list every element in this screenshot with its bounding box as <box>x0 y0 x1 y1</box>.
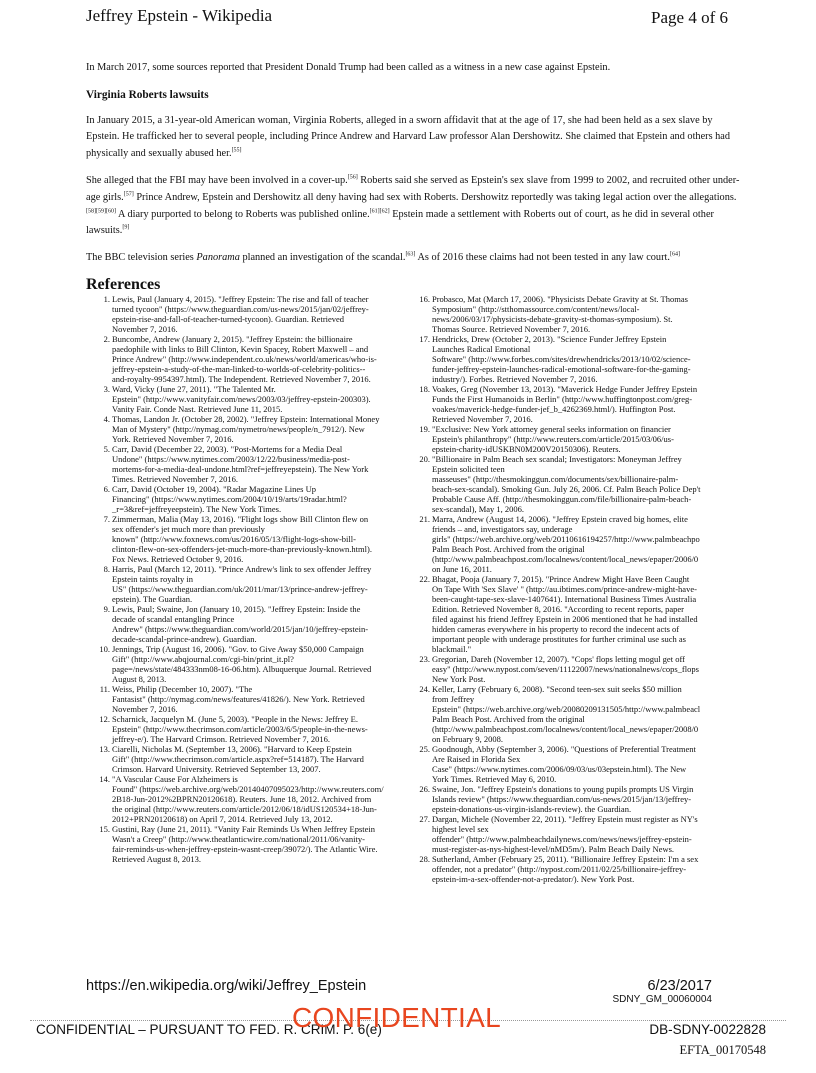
reference-item <box>416 784 731 814</box>
reference-text: Carr, David (October 19, 2004). "Radar Magazine Lines Up Financing" (https://www.nytimes.com/2004/10/19/arts/19radar.html? _r=3&ref=jeffreyeepstein). The New York Times. <box>112 484 347 514</box>
references-column-2 <box>416 294 731 884</box>
reference-item <box>416 854 731 884</box>
intro-paragraph: In March 2017, some sources reported that President Donald Trump had been called as a witness in a new case against Epstein. <box>86 62 611 73</box>
reference-number: 28. <box>419 854 430 864</box>
reference-text: Buncombe, Andrew (January 2, 2015). "Jeffrey Epstein: the billionaire paedophile with links to Bill Clinton, Kevin Spacey, Robert Maxwell – and Prince Andrew" (http://www.independent.co.uk/news/world/americas/who-is- jeffrey-epstein-a-study-of-the-man-linked-to-worlds-of-celebrity-politics-- and-royalty-9954397.html). The Independent. Retrieved November 7, 2016. <box>112 334 377 384</box>
reference-text: Probasco, Mat (March 17, 2006). "Physicists Debate Gravity at St. Thomas Symposium" (http://stthomassource.com/content/news/local- news/2006/03/17/physicists-debate-gravity-st-thomas-symposium). St. Thomas Source. Retrieved November 7, 2016. <box>432 294 688 334</box>
paragraph-2: She alleged that the FBI may have been involved in a cover-up.[56] Roberts said she served as Epstein's sex slave from 1999 to 2002, and recruited other under-age girls.[57] Prince Andrew, Epstein and Dershowitz all deny having had sex with Roberts. Dershowitz reportedly was taking legal action over the allegations.[58][59][60] A diary purported to belong to Roberts was published online.[61][62] Epstein made a settlement with Roberts out of court, as he did in several other lawsuits.[9] <box>86 174 740 237</box>
reference-number: 18. <box>419 384 430 394</box>
confidential-notice: CONFIDENTIAL – PURSUANT TO FED. R. CRIM. P. 6(e) <box>36 1022 382 1037</box>
series-title: Panorama <box>196 252 240 264</box>
efta-number: EFTA_00170548 <box>679 1043 766 1057</box>
reference-item <box>96 514 411 564</box>
reference-item <box>416 574 731 654</box>
reference-number: 2. <box>103 334 110 344</box>
reference-number: 23. <box>419 654 430 664</box>
citation[interactable]: [9] <box>122 224 130 231</box>
reference-number: 3. <box>103 384 110 394</box>
reference-number: 26. <box>419 784 430 794</box>
reference-number: 22. <box>419 574 430 584</box>
section-title: Virginia Roberts lawsuits <box>86 88 209 101</box>
reference-item <box>96 484 411 514</box>
reference-number: 4. <box>103 414 110 424</box>
reference-text: Harris, Paul (March 12, 2011). "Prince Andrew's link to sex offender Jeffrey Epstein taints royalty in US" (https://www.theguardian.com/uk/2011/mar/13/prince-andrew-jeffrey- epstein). The Guardian. <box>112 564 372 604</box>
reference-number: 13. <box>99 744 110 754</box>
reference-text: Ward, Vicky (June 27, 2011). "The Talented Mr. Epstein" (http://www.vanityfair.com/news/2003/03/jeffrey-epstein-200303). Vanity Fair. Conde Nast. Retrieved June 11, 2015. <box>112 384 371 414</box>
reference-item <box>416 684 731 744</box>
reference-item <box>416 814 731 854</box>
reference-number: 8. <box>103 564 110 574</box>
reference-item <box>416 654 731 684</box>
reference-text: Keller, Larry (February 6, 2008). "Second teen-sex suit seeks $50 million from Jeffrey Epstein" (https://web.archive.org/web/20080209131505/http://www.palmbeacl Palm Beach Post. Archived from the original (http://www.palmbeachpost.com/localnews/content/local_news/epaper/2008/0 on February 9, 2008. <box>432 684 701 744</box>
reference-item <box>96 744 411 774</box>
reference-text: Ciarelli, Nicholas M. (September 13, 2006). "Harvard to Keep Epstein Gift" (http://www.thecrimson.com/article.aspx?ref=514187). The Harvard Crimson. Harvard University. Retrieved September 13, 2007. <box>112 744 364 774</box>
reference-number: 9. <box>103 604 110 614</box>
reference-text: Hendricks, Drew (October 2, 2013). "Science Funder Jeffrey Epstein Launches Radical Emotional Software" (http://www.forbes.com/sites/drewhendricks/2013/10/02/science- funder-jeffrey-epstein-launches-radical-emotional-software-for-the-gaming- industry/). Forbes. Retrieved November 7, 2016. <box>432 334 691 384</box>
references-column-1 <box>96 294 411 864</box>
reference-text: Swaine, Jon. "Jeffrey Epstein's donations to young pupils prompts US Virgin Islands review" (https://www.theguardian.com/us-news/2015/jan/13/jeffrey- epstein-donations-us-virgin-islands-review). the Guardian. <box>432 784 694 814</box>
reference-text: Lewis, Paul (January 4, 2015). "Jeffrey Epstein: The rise and fall of teacher turned tycoon" (https://www.theguardian.com/us-news/2015/jan/02/jeffrey- epstein-rise-and-fall-of-teacher-turned-tycoon). Guardian. Retrieved November 7, 2016. <box>112 294 369 334</box>
reference-text: "Exclusive: New York attorney general seeks information on financier Epstein's philanthropy" (http://www.reuters.com/article/2015/03/06/us- epstein-charity-idUSKBN0M200V20150306). Reuters. <box>432 424 674 454</box>
reference-text: Sutherland, Amber (February 25, 2011). "Billionaire Jeffrey Epstein: I'm a sex offender, not a predator" (http://nypost.com/2011/02/25/billionaire-jeffrey- epstein-im-a-sex-offender-not-a-predator/). New York Post. <box>432 854 699 884</box>
reference-number: 19. <box>419 424 430 434</box>
reference-item <box>96 644 411 684</box>
citation[interactable]: [56] <box>347 174 358 181</box>
reference-item <box>96 564 411 604</box>
reference-text: Goodnough, Abby (September 3, 2006). "Questions of Preferential Treatment Are Raised in Florida Sex Case" (https://www.nytimes.com/2006/09/03/us/03epstein.html). The New York Times. Retrieved May 6, 2010. <box>432 744 696 784</box>
reference-text: Zimmerman, Malia (May 13, 2016). "Flight logs show Bill Clinton flew on sex offender's jet much more than previously known" (http://www.foxnews.com/us/2016/05/13/flight-logs-show-bill- clinton-flew-on-sex-offenders-jet-much-more-than-previously-known.html). Fox News. Retrieved October 9, 2016. <box>112 514 372 564</box>
reference-item <box>96 334 411 384</box>
bates-number-small: SDNY_GM_00060004 <box>612 994 712 1005</box>
reference-text: Dargan, Michele (November 22, 2011). "Jeffrey Epstein must register as NY's highest level sex offender" (http://www.palmbeachdailynews.com/news/news/jeffrey-epstein- must-register-as-nys-highest-level/nMD5m/). Palm Beach Daily News. <box>432 814 698 854</box>
reference-text: Jennings, Trip (August 16, 2006). "Gov. to Give Away $50,000 Campaign Gift" (http://www.abqjournal.com/cgi-bin/print_it.pl? page=/news/state/484333nm08-16-06.htm). Albuquerque Journal. Retrieved August 8, 2013. <box>112 644 372 684</box>
reference-number: 1. <box>103 294 110 304</box>
bates-number: DB-SDNY-0022828 <box>649 1022 766 1037</box>
reference-number: 27. <box>419 814 430 824</box>
reference-number: 25. <box>419 744 430 754</box>
reference-text: Bhagat, Pooja (January 7, 2015). "Prince Andrew Might Have Been Caught On Tape With 'Sex Slave' " (http://au.ibtimes.com/prince-andrew-might-have- been-caught-tape-sex-slave-1407641). International Business Times Australia Edition. Retrieved November 8, 2016. "According to recent reports, paper filed against his friend Jeffrey Epstein in 2006 mentioned that he had installed hidden cameras everywhere in his property to record the indecent acts of important people with underage prostitutes for further criminal use such as blackmail." <box>432 574 698 654</box>
citation[interactable]: [57] <box>123 191 134 198</box>
reference-item <box>96 684 411 714</box>
citation[interactable]: [63] <box>405 251 416 258</box>
confidential-stamp: CONFIDENTIAL <box>292 1002 501 1033</box>
reference-item <box>96 444 411 484</box>
reference-text: Voakes, Greg (November 13, 2013). "Maverick Hedge Funder Jeffrey Epstein Funds the First Humanoids in Berlin" (http://www.huffingtonpost.com/greg- voakes/maverick-hedge-funder-jef_b_4262369.html/). Huffington Post. Retrieved November 7, 2016. <box>432 384 698 424</box>
reference-item <box>96 714 411 744</box>
reference-item <box>416 424 731 454</box>
reference-number: 6. <box>103 484 110 494</box>
reference-text: Carr, David (December 22, 2003). "Post-Mortems for a Media Deal Undone" (https://www.nytimes.com/2003/12/22/business/media-post- mortems-for-a-media-deal-undone.html?ref=jeffreyepstein). The New York Times. Retrieved November 7, 2016. <box>112 444 369 484</box>
reference-text: Weiss, Philip (December 10, 2007). "The Fantasist" (http://nymag.com/news/features/41826/). New York. Retrieved November 7, 2016. <box>112 684 365 714</box>
reference-text: Thomas, Landon Jr. (October 28, 2002). "Jeffrey Epstein: International Money Man of Mystery" (http://nymag.com/nymetro/news/people/n_7912/). New York. Retrieved November 7, 2016. <box>112 414 380 444</box>
reference-number: 10. <box>99 644 110 654</box>
citation[interactable]: [58][59][60] <box>86 208 116 215</box>
reference-text: "A Vascular Cause For Alzheimers is Found" (https://web.archive.org/web/20140407095023/http://www.reuters.com/ 2B18-Jun-2012%2BPRN20120618). Reuters. June 18, 2012. Archived from the original (http://www.reuters.com/article/2012/06/18/idUS120534+18-Jun- 2012+PRN20120618) on April 7, 2014. Retrieved July 13, 2012. <box>112 774 384 824</box>
reference-item <box>416 294 731 334</box>
reference-text: "Billionaire in Palm Beach sex scandal; Investigators: Moneyman Jeffrey Epstein solicited teen masseuses" (http://thesmokinggun.com/documents/sex/billionaire-palm- beach-sex-scandal). Smoking Gun. July 26, 2006. Cf. Palm Beach Police Dep't Probable Cause Aff. (http://thesmokinggun.com/file/billionaire-palm-beach- sex-scandal), May 1, 2006. <box>432 454 701 514</box>
reference-number: 12. <box>99 714 110 724</box>
article-body <box>86 60 742 304</box>
reference-number: 14. <box>99 774 110 784</box>
reference-number: 5. <box>103 444 110 454</box>
page-header-title: Jeffrey Epstein - Wikipedia <box>86 6 273 25</box>
footer-url[interactable]: https://en.wikipedia.org/wiki/Jeffrey_Epstein <box>86 978 367 994</box>
reference-item <box>96 384 411 414</box>
footer-date: 6/23/2017 <box>647 978 712 994</box>
reference-number: 11. <box>99 684 110 694</box>
reference-number: 21. <box>419 514 430 524</box>
reference-text: Marra, Andrew (August 14, 2006). "Jeffrey Epstein craved big homes, elite friends – and, investigators say, underage girls" (https://web.archive.org/web/20110616194257/http://www.palmbeachpo Palm Beach Post. Archived from the original (http://www.palmbeachpost.com/localnews/content/local_news/epaper/2006/0 on June 16, 2011. <box>432 514 700 574</box>
reference-item <box>416 514 731 574</box>
reference-number: 17. <box>419 334 430 344</box>
reference-text: Gregorian, Dareh (November 12, 2007). "Cops' flops letting mogul get off easy" (http://www.nypost.com/seven/11122007/news/nationalnews/cops_flops New York Post. <box>432 654 699 684</box>
reference-item <box>416 384 731 424</box>
reference-item <box>416 334 731 384</box>
reference-item <box>96 294 411 334</box>
reference-number: 24. <box>419 684 430 694</box>
reference-text: Scharnick, Jacquelyn M. (June 5, 2003). "People in the News: Jeffrey E. Epstein" (http://www.thecrimson.com/article/2003/6/5/people-in-the-news- jeffrey-e/). The Harvard Crimson. Retrieved November 7, 2016. <box>112 714 368 744</box>
reference-item <box>96 604 411 644</box>
reference-item <box>96 774 411 824</box>
reference-item <box>416 454 731 514</box>
reference-item <box>416 744 731 784</box>
reference-item <box>96 414 411 444</box>
paragraph-1: In January 2015, a 31-year-old American woman, Virginia Roberts, alleged in a sworn affidavit that at the age of 17, she had been held as a sex slave by Epstein. He trafficked her to several people, including Prince Andrew and Harvard Law professor Alan Dershowitz. She claimed that Epstein and others had physically and sexually abused her.[55] <box>86 114 731 160</box>
reference-number: 15. <box>99 824 110 834</box>
citation[interactable]: [61][62] <box>369 208 390 215</box>
reference-number: 20. <box>419 454 430 464</box>
page-number: Page 4 of 6 <box>651 8 728 27</box>
reference-item <box>96 824 411 864</box>
paragraph-3: The BBC television series Panorama planned an investigation of the scandal.[63] As of 2016 these claims had not been tested in any law court.[64] <box>86 251 680 264</box>
references-heading: References <box>86 275 161 293</box>
citation[interactable]: [55] <box>231 147 242 154</box>
citation[interactable]: [64] <box>669 251 680 258</box>
reference-number: 7. <box>103 514 110 524</box>
reference-text: Gustini, Ray (June 21, 2011). "Vanity Fair Reminds Us When Jeffrey Epstein Wasn't a Creep" (http://www.theatlanticwire.com/national/2011/06/vanity- fair-reminds-us-when-jeffrey-epstein-wasnt-creep/39072/). The Atlantic Wire. Retrieved August 8, 2013. <box>112 824 378 864</box>
reference-text: Lewis, Paul; Swaine, Jon (January 10, 2015). "Jeffrey Epstein: Inside the decade of scandal entangling Prince Andrew" (https://www.theguardian.com/world/2015/jan/10/jeffrey-epstein- decade-scandal-prince-andrew). Guardian. <box>112 604 369 644</box>
reference-number: 16. <box>419 294 430 304</box>
